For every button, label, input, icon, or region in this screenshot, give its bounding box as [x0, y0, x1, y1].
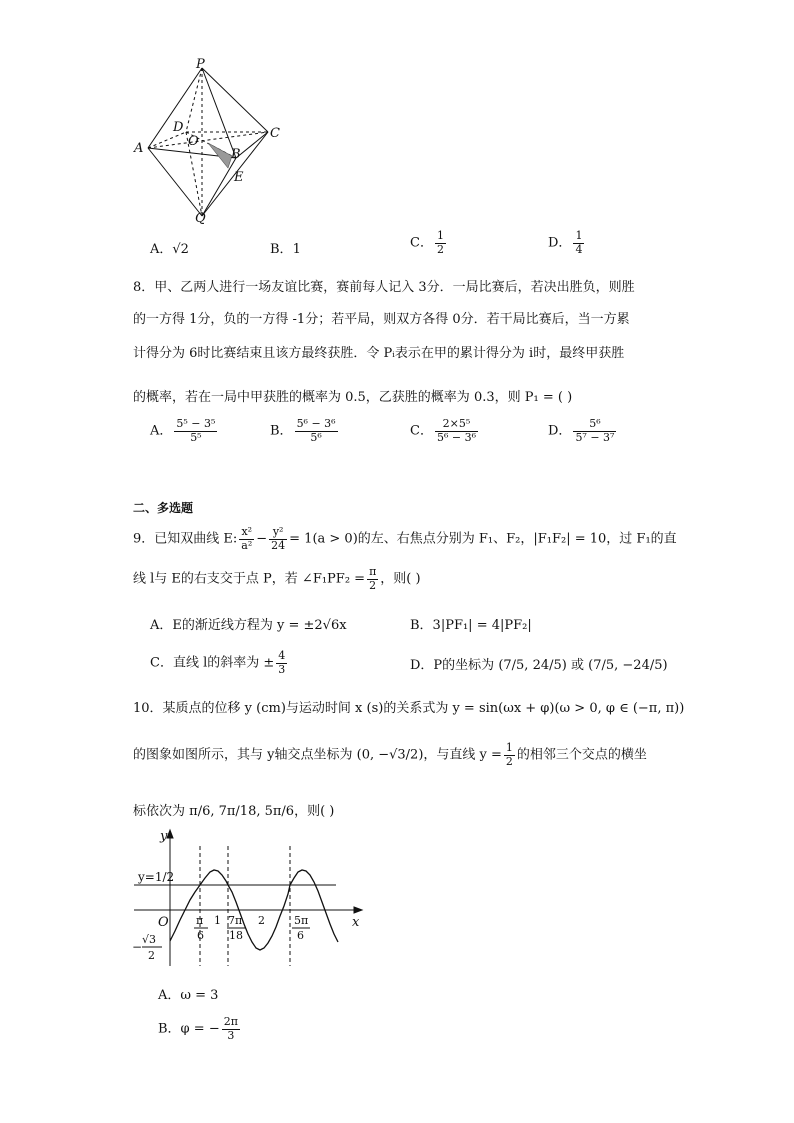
label-C: C — [270, 126, 280, 141]
q9-option-d[interactable]: D．P的坐标为 (7/5, 24/5) 或 (7/5, −24/5) — [410, 658, 668, 673]
graph-half-label: y=1/2 — [138, 870, 175, 884]
graph-origin: O — [158, 915, 169, 930]
q8-option-d[interactable]: D． $\frac{\text{5⁶}}{\text{5⁷ − 3⁷}}$ — [548, 417, 615, 444]
q8-line-3: 计得分为 6时比赛结束且该方最终获胜．令 Pᵢ表示在甲的累计得分为 i时，最终甲获胜 — [133, 346, 625, 361]
tick-5pi6-num: 5π — [294, 914, 309, 927]
neg-sign: − — [132, 940, 143, 954]
q10-option-a[interactable]: A．ω = 3 — [158, 988, 219, 1003]
tick-7pi18-den: 18 — [229, 929, 243, 942]
q9-line-1: 9．已知双曲线 E: $\frac{\text{x²}}{\text{a²}}$ − $\frac{\text{y²}}{24}$ = 1(a > 0)的左、右焦点分别为 F₁、F₂，|F₁F₂| = 10，过 F₁的直 — [133, 525, 677, 552]
q7-option-c[interactable]: C． $\frac{1}{2}$ — [410, 229, 444, 256]
q10-line-3: 标依次为 π/6, 7π/18, 5π/6，则( ) — [133, 804, 335, 819]
q8-line-2: 的一方得 1分，负的一方得 -1分；若平局，则双方各得 0分．若干局比赛后，当一方累 — [133, 312, 630, 327]
q7-option-b[interactable]: B．1 — [270, 242, 301, 257]
tick-1: 1 — [214, 914, 221, 927]
octahedron-figure — [128, 58, 288, 226]
q9-line-2: 线 l与 E的右支交于点 P，若 ∠F₁PF₂ = $\frac{\pi}{2}$ ，则( ) — [133, 565, 421, 592]
neg-sqrt3: √3 — [142, 933, 157, 946]
q8-line-4: 的概率，若在一局中甲获胜的概率为 0.5，乙获胜的概率为 0.3，则 P₁ = ( ) — [133, 390, 573, 405]
tick-pi6-num: π — [196, 914, 204, 927]
label-P: P — [196, 58, 205, 72]
tick-pi6-den: 6 — [197, 929, 204, 942]
q9-option-a[interactable]: A．E的渐近线方程为 y = ±2√6x — [150, 618, 347, 633]
label-B: B — [231, 147, 241, 162]
q9-option-b[interactable]: B．3|PF₁| = 4|PF₂| — [410, 618, 532, 633]
tick-7pi18-num: 7π — [228, 914, 243, 927]
q8-option-a[interactable]: A． $\frac{\text{5⁵ − 3⁵}}{\text{5⁵}}$ — [150, 417, 216, 444]
q8-line-1: 8．甲、乙两人进行一场友谊比赛，赛前每人记入 3分．一局比赛后，若决出胜负，则胜 — [133, 280, 635, 295]
label-E: E — [234, 170, 244, 185]
section-title-multi-choice: 二、多选题 — [133, 501, 194, 515]
q10-line-2: 的图象如图所示，其与 y轴交点坐标为 (0, −√3/2)，与直线 y = $\frac{1}{2}$ 的相邻三个交点的横坐 — [133, 741, 647, 768]
label-A: A — [134, 141, 144, 156]
tick-2: 2 — [258, 914, 265, 927]
graph-x-label: x — [352, 915, 360, 930]
q10-line-1: 10．某质点的位移 y (cm)与运动时间 x (s)的关系式为 y = sin(ωx + φ)(ω > 0, φ ∈ (−π, π)) — [133, 701, 685, 716]
tick-5pi6-den: 6 — [297, 929, 304, 942]
sine-graph — [130, 826, 370, 976]
label-Q: Q — [195, 211, 206, 226]
label-D: D — [173, 120, 184, 135]
q9-option-c[interactable]: C．直线 l的斜率为 ± $\frac{4}{3}$ — [150, 649, 286, 676]
q7-option-d[interactable]: D． $\frac{1}{4}$ — [548, 229, 583, 256]
q8-option-c[interactable]: C． $\frac{\text{2×5⁵}}{\text{5⁶ − 3⁶}}$ — [410, 417, 476, 444]
graph-y-label: y — [160, 829, 168, 844]
neg-den: 2 — [148, 949, 155, 962]
q10-option-b[interactable]: B．φ = − $\frac{2\pi}{3}$ — [158, 1015, 238, 1042]
q7-option-a[interactable]: A．√2 — [150, 242, 189, 257]
q8-option-b[interactable]: B． $\frac{\text{5⁶ − 3⁶}}{\text{5⁶}}$ — [270, 417, 336, 444]
label-O: O — [188, 134, 199, 149]
